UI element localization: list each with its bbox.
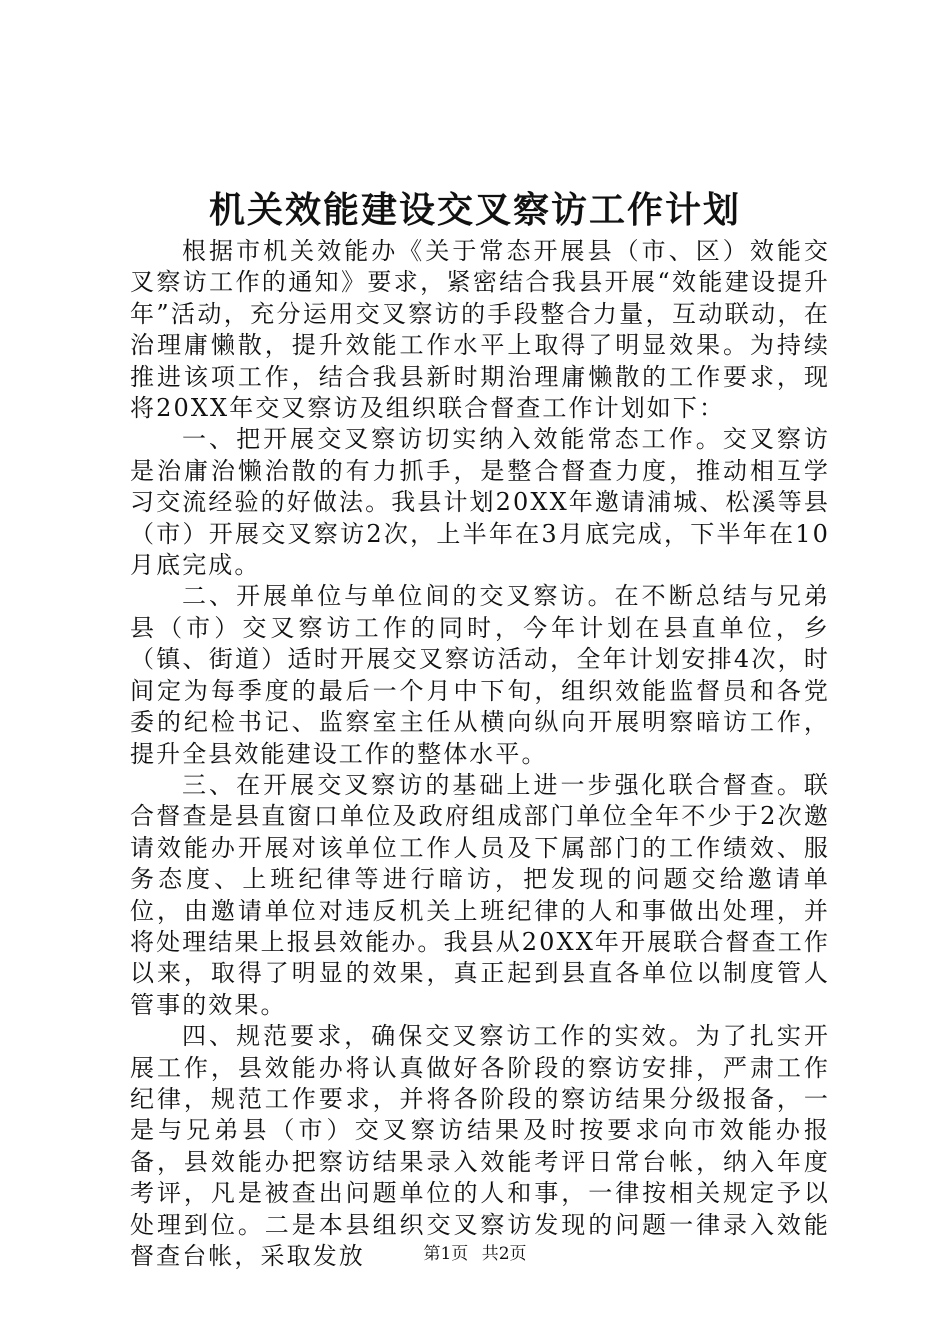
paragraph-section-3: 三、在开展交叉察访的基础上进一步强化联合督查。联合督查是县直窗口单位及政府组成部门单位全年不少于2次邀请效能办开展对该单位工作人员及下属部门的工作绩效、服务态度、上班纪律等进行暗访，把发现的问题交给邀请单位，由邀请单位对违反机关上班纪律的人和事做出处理，并将处理结果上报县效能办。我县从20XX年开展联合督查工作以来，取得了明显的效果，真正起到县直各单位以制度管人管事的效果。 xyxy=(130,770,830,1019)
paragraph-section-2: 二、开展单位与单位间的交叉察访。在不断总结与兄弟县（市）交叉察访工作的同时，今年计划在县直单位，乡（镇、街道）适时开展交叉察访活动，全年计划安排4次，时间定为每季度的最后一个月中下旬，组织效能监督员和各党委的纪检书记、监察室主任从横向纵向开展明察暗访工作，提升全县效能建设工作的整体水平。 xyxy=(130,582,830,768)
document-title: 机关效能建设交叉察访工作计划 xyxy=(208,189,741,231)
page-total: 共2页 xyxy=(481,1244,527,1264)
page-number: 第1页 xyxy=(423,1244,469,1264)
paragraph-section-4: 四、规范要求，确保交叉察访工作的实效。为了扎实开展工作，县效能办将认真做好各阶段的察访安排，严肃工作纪律，规范工作要求，并将各阶段的察访结果分级报备，一是与兄弟县（市）交叉察访结果及时按要求向市效能办报备，县效能办把察访结果录入效能考评日常台帐，纳入年度考评，凡是被查出问题单位的人和事，一律按相关规定予以处理到位。二是本县组织交叉察访发现的问题一律录入效能督查台帐，采取发放 xyxy=(130,1022,830,1270)
paragraph-intro: 根据市机关效能办《关于常态开展县（市、区）效能交叉察访工作的通知》要求，紧密结合我县开展“效能建设提升年”活动，充分运用交叉察访的手段整合力量，互动联动，在治理庸懒散，提升效能工作水平上取得了明显效果。为持续推进该项工作，结合我县新时期治理庸懒散的工作要求，现将20XX年交叉察访及组织联合督查工作计划如下： xyxy=(130,237,830,423)
paragraph-section-1: 一、把开展交叉察访切实纳入效能常态工作。交叉察访是治庸治懒治散的有力抓手，是整合督查力度，推动相互学习交流经验的好做法。我县计划20XX年邀请浦城、松溪等县（市）开展交叉察访2次，上半年在3月底完成，下半年在10月底完成。 xyxy=(130,425,830,580)
document-body xyxy=(130,236,830,1272)
page-footer xyxy=(0,1243,950,1265)
